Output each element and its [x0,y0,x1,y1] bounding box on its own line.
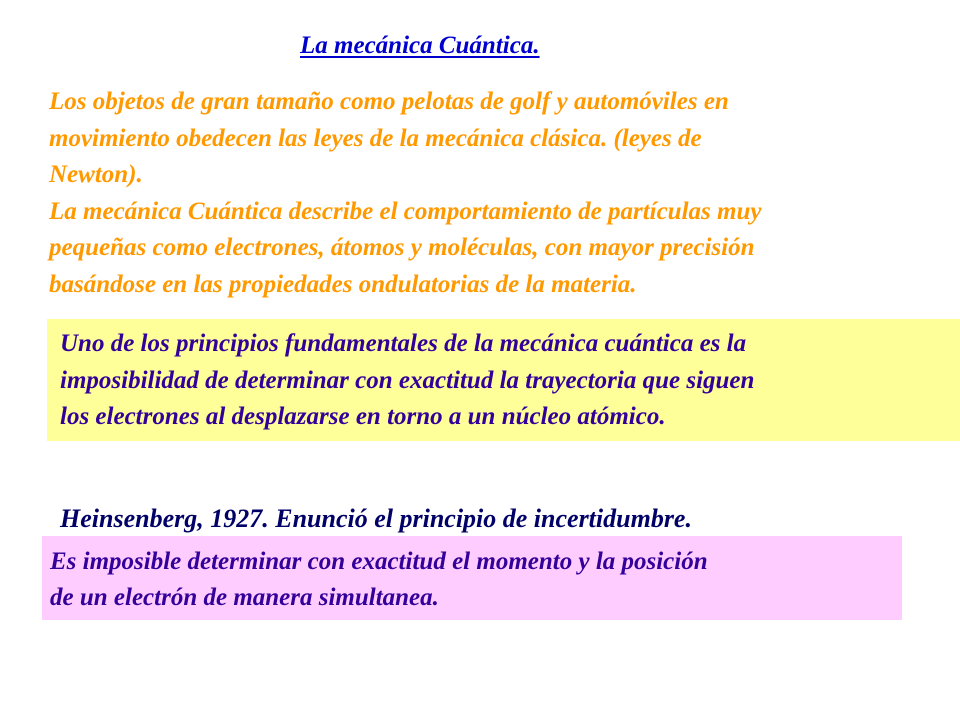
slide-title: La mecánica Cuántica. [300,32,540,59]
intro-line: Los objetos de gran tamaño como pelotas de golf y automóviles en [49,88,729,115]
principle-line: Uno de los principios fundamentales de la mecánica cuántica es la [60,330,747,357]
principle-box [47,319,960,441]
heisenberg-heading: Heinsenberg, 1927. Enunció el principio de incertidumbre. [60,504,692,533]
intro-line: Newton). [49,161,143,188]
principle-line: imposibilidad de determinar con exactitud la trayectoria que siguen [60,366,755,394]
intro-line: pequeñas como electrones, átomos y moléculas, con mayor precisión [49,234,755,261]
intro-paragraph [49,84,960,303]
uncertainty-box [42,536,902,620]
uncertainty-line: Es imposible determinar con exactitud el momento y la posición [50,548,708,575]
uncertainty-line: de un electrón de manera simultanea. [50,584,439,611]
intro-line: La mecánica Cuántica describe el comportamiento de partículas muy [49,197,762,225]
intro-line: movimiento obedecen las leyes de la mecánica clásica. (leyes de [49,124,702,152]
principle-line: los electrones al desplazarse en torno a un núcleo atómico. [60,403,666,430]
intro-line: basándose en las propiedades ondulatorias de la materia. [49,270,637,298]
